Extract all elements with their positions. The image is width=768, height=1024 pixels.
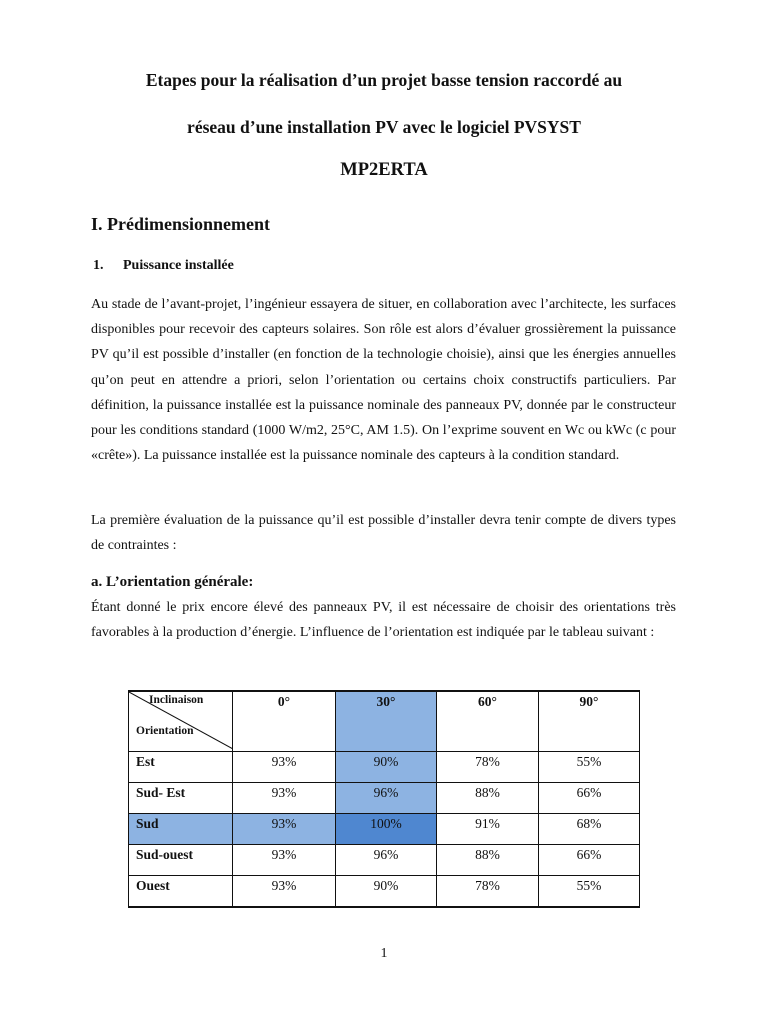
row-label: Ouest bbox=[129, 876, 233, 908]
table-row bbox=[129, 783, 640, 814]
document-title-line-3: MP2ERTA bbox=[340, 160, 428, 180]
corner-label-orientation: Orientation bbox=[136, 725, 194, 737]
table-cell: 96% bbox=[336, 845, 437, 876]
table-corner-cell bbox=[129, 691, 233, 752]
row-label: Est bbox=[129, 752, 233, 783]
row-label: Sud bbox=[129, 814, 233, 845]
page-number: 1 bbox=[380, 946, 388, 961]
table-cell: 68% bbox=[539, 814, 640, 845]
corner-label-inclinaison: Inclinaison bbox=[149, 694, 204, 706]
table-cell: 90% bbox=[336, 876, 437, 908]
table-cell: 100% bbox=[336, 814, 437, 845]
column-header: 90° bbox=[539, 691, 640, 752]
document-title-line-2: réseau d’une installation PV avec le logiciel PVSYST bbox=[187, 117, 581, 137]
paragraph-orientation: Étant donné le prix encore élevé des panneaux PV, il est nécessaire de choisir des orientations très favorables à la production d’énergie. L’influence de l’orientation est indiquée par le tableau suivant : bbox=[91, 600, 676, 641]
table-cell: 93% bbox=[233, 876, 336, 908]
table-cell: 66% bbox=[539, 845, 640, 876]
table-row bbox=[129, 876, 640, 908]
table-cell: 93% bbox=[233, 783, 336, 814]
table-cell: 93% bbox=[233, 845, 336, 876]
table-cell: 90% bbox=[336, 752, 437, 783]
subsection-heading bbox=[93, 258, 234, 274]
column-header: 60° bbox=[437, 691, 539, 752]
table-cell: 96% bbox=[336, 783, 437, 814]
subsection-number: 1. bbox=[93, 258, 104, 273]
subsection-title: Puissance installée bbox=[123, 258, 234, 273]
table-header-row bbox=[129, 691, 640, 752]
section-heading: I. Prédimensionnement bbox=[91, 214, 270, 234]
table-cell: 88% bbox=[437, 783, 539, 814]
table-cell: 55% bbox=[539, 876, 640, 908]
orientation-table bbox=[128, 690, 640, 908]
table-row bbox=[129, 752, 640, 783]
paragraph-contraintes: La première évaluation de la puissance qu’il est possible d’installer devra tenir compte de divers types de contraintes : bbox=[91, 513, 676, 554]
paragraph-puissance-installee: Au stade de l’avant-projet, l’ingénieur essayera de situer, en collaboration avec l’architecte, les surfaces disponibles pour recevoir des capteurs solaires. Son rôle est alors d’évaluer grossièrement la puissance PV qu’il est possible d’installer (en fonction de la technologie choisie), ainsi que les énergies annuelles qu’on peut en attendre a priori, selon l’orientation ou certains choix constructifs particuliers. Par définition, la puissance installée est la puissance nominale des panneaux PV, donnée par le constructeur pour les conditions standard (1000 W/m2, 25°C, AM 1.5). On l’exprime souvent en Wc ou kWc (c pour «crête»). La puissance installée est la puissance nominale des capteurs à la condition standard. bbox=[91, 297, 676, 464]
row-label: Sud- Est bbox=[129, 783, 233, 814]
table-cell: 91% bbox=[437, 814, 539, 845]
table-cell: 66% bbox=[539, 783, 640, 814]
document-title-line-1: Etapes pour la réalisation d’un projet basse tension raccordé au bbox=[145, 70, 623, 90]
row-label: Sud-ouest bbox=[129, 845, 233, 876]
column-header: 0° bbox=[233, 691, 336, 752]
table-cell: 88% bbox=[437, 845, 539, 876]
table-row bbox=[129, 845, 640, 876]
table-cell: 78% bbox=[437, 752, 539, 783]
table-cell: 78% bbox=[437, 876, 539, 908]
subheading-orientation: a. L’orientation générale: bbox=[91, 574, 254, 590]
column-header: 30° bbox=[336, 691, 437, 752]
table-row bbox=[129, 814, 640, 845]
table-cell: 93% bbox=[233, 752, 336, 783]
table-cell: 93% bbox=[233, 814, 336, 845]
table-cell: 55% bbox=[539, 752, 640, 783]
